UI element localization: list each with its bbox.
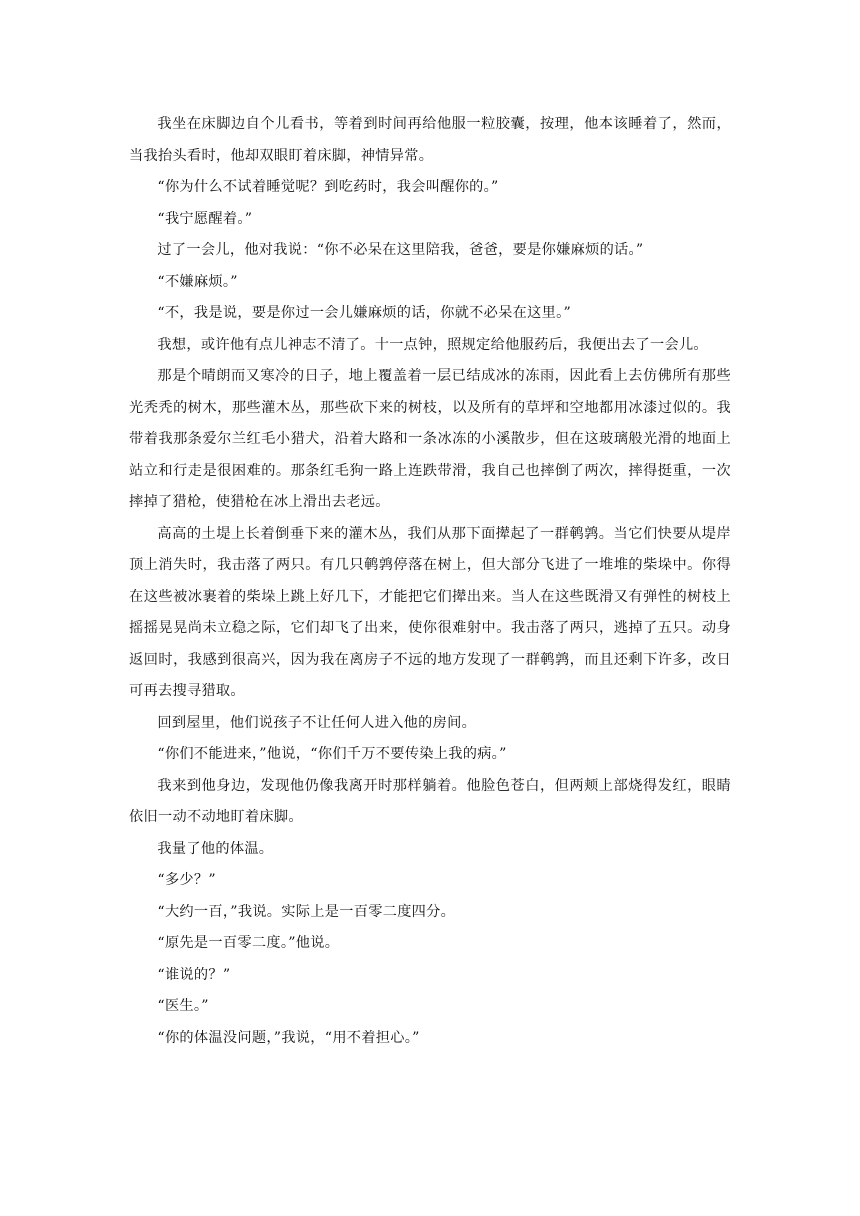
paragraph: 我坐在床脚边自个儿看书，等着到时间再给他服一粒胶囊，按理，他本该睡着了，然而，当我抬头看时，他却双眼盯着床脚，神情异常。	[129, 116, 731, 164]
paragraph: “你为什么不试着睡觉呢？到吃药时，我会叫醒你的。”	[157, 179, 499, 195]
paragraph: “不嫌麻烦。”	[157, 273, 238, 290]
paragraph: “谁说的？”	[157, 966, 231, 983]
document-page	[129, 109, 731, 1054]
paragraph: 那是个晴朗而又寒冷的日子，地上覆盖着一层已结成冰的冻雨，因此看上去仿佛所有那些光秃秃的树木，那些灌木丛，那些砍下来的树枝，以及所有的草坪和空地都用冰漆过似的。我带着我那条爱尔兰红毛小猎犬，沿着大路和一条冰冻的小溪散步，但在这玻璃般光滑的地面上站立和行走是很困难的。那条红毛狗一路上连跌带滑，我自己也摔倒了两次，摔得挺重，一次摔掉了猎枪，使猎枪在冰上滑出去老远。	[129, 368, 731, 510]
paragraph: “你们不能进来，”他说，“你们千万不要传染上我的病。”	[157, 746, 507, 762]
paragraph: 过了一会儿，他对我说：“你不必呆在这里陪我，爸爸，要是你嫌麻烦的话。”	[157, 242, 644, 258]
paragraph: 我想，或许他有点儿神志不清了。十一点钟，照规定给他服药后，我便出去了一会儿。	[157, 336, 708, 353]
paragraph: 高高的土堤上长着倒垂下来的灌木丛，我们从那下面撵起了一群鹌鹑。当它们快要从堤岸顶上消失时，我击落了两只。有几只鹌鹑停落在树上，但大部分飞进了一堆堆的柴垛中。你得在这些被冰裹着的柴垛上跳上好几下，才能把它们撵出来。当人在这些既滑又有弹性的树枝上摇摇晃晃尚未立稳之际，它们却飞了出来，使你很难射中。我击落了两只，逃掉了五只。动身返回时，我感到很高兴，因为我在离房子不远的地方发现了一群鹌鹑，而且还剩下许多，改日可再去搜寻猎取。	[129, 525, 731, 699]
paragraph: “我宁愿醒着。”	[157, 210, 253, 227]
paragraph: 我量了他的体温。	[157, 840, 274, 857]
paragraph: “原先是一百零二度。”他说。	[157, 935, 340, 951]
paragraph: “你的体温没问题，”我说，“用不着担心。”	[157, 1029, 420, 1046]
paragraph: “大约一百，”我说。实际上是一百零二度四分。	[157, 903, 456, 920]
paragraph: “不，我是说，要是你过一会儿嫌麻烦的话，你就不必呆在这里。”	[157, 305, 572, 321]
paragraph: 我来到他身边，发现他仍像我离开时那样躺着。他脸色苍白，但两颊上部烧得发红，眼睛依旧一动不动地盯着床脚。	[129, 777, 731, 825]
paragraph: “医生。”	[157, 998, 209, 1014]
paragraph: 回到屋里，他们说孩子不让任何人进入他的房间。	[157, 714, 477, 731]
paragraph: “多少？”	[157, 872, 216, 888]
